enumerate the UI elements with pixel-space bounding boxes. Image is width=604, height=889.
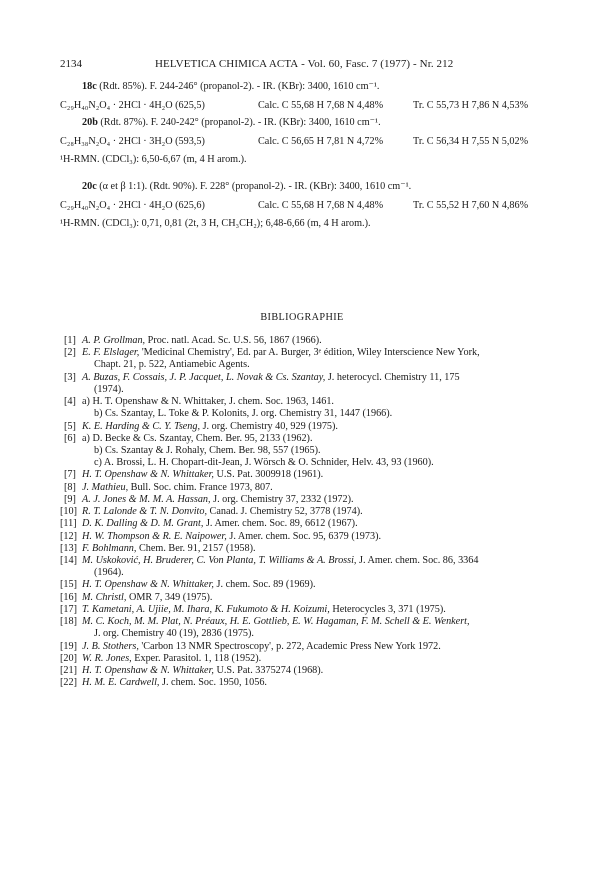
reference-entry <box>82 517 358 530</box>
reference-number: [10] <box>60 506 77 518</box>
reference-entry <box>82 640 441 653</box>
compound-id: 20b <box>82 117 98 128</box>
compound-18c-formula: C₂₉H₄₀N₂O₄ · 2HCl · 4H₂O (625,5) <box>60 100 205 111</box>
reference-source: 'Medicinal Chemistry', Ed. par A. Burger, 3ᵉ édition, Wiley Interscience New York, <box>139 347 480 359</box>
reference-number: [22] <box>60 677 77 689</box>
reference-entry <box>82 578 316 591</box>
reference-authors: K. E. Harding & C. Y. Tseng, <box>82 420 201 432</box>
reference-source: J. org. Chemistry 40, 929 (1975). <box>200 420 338 432</box>
reference-entry <box>82 346 480 359</box>
reference-entry <box>82 481 273 494</box>
reference-authors: H. W. Thompson & R. E. Naipower, <box>82 530 227 542</box>
reference-entry <box>82 591 212 604</box>
reference-source: a) D. Becke & Cs. Szantay, Chem. Ber. 95, 2133 (1962). <box>82 432 313 444</box>
reference-authors: H. T. Openshaw & N. Whittaker, <box>82 664 214 676</box>
reference-authors: A. P. Grollman, <box>82 335 146 346</box>
reference-entry <box>82 420 338 433</box>
reference-entry <box>82 505 363 518</box>
reference-authors: A. J. Jones & M. M. A. Hassan, <box>82 493 211 505</box>
reference-entry <box>82 676 267 689</box>
reference-entry <box>82 468 323 481</box>
reference-authors: W. R. Jones, <box>82 652 132 664</box>
compound-20b-desc: 20b (Rdt. 87%). F. 240-242° (propanol-2). - IR. (KBr): 3400, 1610 cm⁻¹. <box>82 117 381 128</box>
reference-source: Bull. Soc. chim. France 1973, 807. <box>128 481 273 493</box>
reference-source: Heterocycles 3, 371 (1975). <box>329 603 446 615</box>
compound-20c-nmr: ¹H-RMN. (CDCl₃): 0,71, 0,81 (2t, 3 H, CH₃CH₂); 6,48-6,66 (m, 4 H arom.). <box>60 218 371 229</box>
reference-authors: M. C. Koch, M. M. Plat, N. Préaux, H. E. Gottlieb, E. W. Hagaman, F. M. Schell & E. Wenkert, <box>82 616 470 628</box>
journal-title: HELVETICA CHIMICA ACTA <box>155 58 299 70</box>
compound-20b-found: Tr. C 56,34 H 7,55 N 5,02% <box>413 136 529 147</box>
reference-continuation: J. org. Chemistry 40 (19), 2836 (1975). <box>94 628 254 640</box>
reference-continuation: (1964). <box>94 567 124 579</box>
compound-id: 20c <box>82 181 97 192</box>
reference-entry <box>82 493 354 506</box>
reference-entry <box>82 542 256 555</box>
reference-number: [8] <box>64 481 76 493</box>
reference-source: Exper. Parasitol. 1, 118 (1952). <box>131 652 262 664</box>
reference-authors: J. Mathieu, <box>82 481 129 493</box>
reference-continuation: b) Cs. Szantay & J. Rohaly, Chem. Ber. 98, 557 (1965). <box>94 444 321 456</box>
reference-authors: F. Bohlmann, <box>82 542 137 554</box>
reference-number: [9] <box>64 493 76 505</box>
journal-citation <box>155 58 453 70</box>
page-number: 2134 <box>60 58 82 70</box>
reference-entry <box>82 530 381 543</box>
reference-authors: A. Buzas, F. Cossais, J. P. Jacquet, L. Novak & Cs. Szantay, <box>82 371 326 383</box>
reference-authors: M. Uskoković, H. Bruderer, C. Von Planta, T. Williams & A. Brossi, <box>82 554 357 566</box>
reference-number: [20] <box>60 652 77 664</box>
reference-source: J. heterocycl. Chemistry 11, 175 <box>325 371 460 383</box>
reference-source: U.S. Pat. 3375274 (1968). <box>213 664 324 676</box>
reference-entry <box>82 652 261 665</box>
running-header <box>60 58 530 72</box>
reference-entry <box>82 371 460 384</box>
reference-source: OMR 7, 349 (1975). <box>126 591 213 603</box>
compound-20c-found: Tr. C 55,52 H 7,60 N 4,86% <box>413 200 529 211</box>
reference-entry <box>82 334 322 347</box>
reference-number: [7] <box>64 469 76 481</box>
reference-source: J. Amer. chem. Soc. 95, 6379 (1973). <box>226 530 382 542</box>
journal-volume: - Vol. 60, Fasc. 7 (1977) - Nr. 212 <box>298 58 454 70</box>
reference-source: Chem. Ber. 91, 2157 (1958). <box>136 542 256 554</box>
reference-number: [4] <box>64 396 76 408</box>
reference-source: J. Amer. chem. Soc. 89, 6612 (1967). <box>203 518 358 530</box>
reference-number: [16] <box>60 591 77 603</box>
reference-source: Proc. natl. Acad. Sc. U.S. 56, 1867 (1966). <box>145 335 322 346</box>
reference-source: Canad. J. Chemistry 52, 3778 (1974). <box>207 506 363 518</box>
compound-18c-found: Tr. C 55,73 H 7,86 N 4,53% <box>413 100 529 111</box>
reference-source: J. Amer. chem. Soc. 86, 3364 <box>356 554 479 566</box>
compound-18c-calc: Calc. C 55,68 H 7,68 N 4,48% <box>258 100 384 111</box>
reference-number: [3] <box>64 371 76 383</box>
reference-continuation: b) Cs. Szantay, L. Toke & P. Kolonits, J. org. Chemistry 31, 1447 (1966). <box>94 408 393 420</box>
reference-number: [1] <box>64 335 76 346</box>
reference-number: [19] <box>60 640 77 652</box>
reference-number: [15] <box>60 579 77 591</box>
reference-authors: H. T. Openshaw & N. Whittaker, <box>82 579 214 591</box>
reference-number: [14] <box>60 554 77 566</box>
compound-id: 18c <box>82 81 97 92</box>
reference-source: J. chem. Soc. 1950, 1056. <box>159 677 267 689</box>
reference-source: 'Carbon 13 NMR Spectroscopy', p. 272, Academic Press New York 1972. <box>138 640 441 652</box>
reference-source: J. chem. Soc. 89 (1969). <box>213 579 316 591</box>
compound-20c-desc: 20c (α et β 1:1). (Rdt. 90%). F. 228° (propanol-2). - IR. (KBr): 3400, 1610 cm⁻¹. <box>82 181 412 192</box>
reference-number: [11] <box>60 518 77 530</box>
reference-entry <box>82 603 446 616</box>
reference-authors: M. Christl, <box>82 591 127 603</box>
reference-entry <box>82 664 323 677</box>
reference-authors: D. K. Dalling & D. M. Grant, <box>82 518 204 530</box>
reference-continuation: (1974). <box>94 383 124 395</box>
reference-authors: R. T. Lalonde & T. N. Donvito, <box>82 506 207 518</box>
compound-20c-formula: C₂₉H₄₀N₂O₄ · 2HCl · 4H₂O (625,6) <box>60 200 205 211</box>
reference-number: [18] <box>60 616 77 628</box>
reference-number: [12] <box>60 530 77 542</box>
reference-entry <box>82 432 313 445</box>
reference-entry <box>82 395 334 408</box>
reference-source: a) H. T. Openshaw & N. Whittaker, J. chem. Soc. 1963, 1461. <box>82 396 334 408</box>
reference-number: [21] <box>60 664 77 676</box>
compound-20b-formula: C₂₈H₃₈N₂O₄ · 2HCl · 3H₂O (593,5) <box>60 136 205 147</box>
reference-continuation: c) A. Brossi, L. H. Chopart-dit-Jean, J. Wörsch & O. Schnider, Helv. 43, 93 (1960). <box>94 457 434 469</box>
bibliography-heading: BIBLIOGRAPHIE <box>260 312 344 323</box>
reference-number: [2] <box>64 347 76 359</box>
reference-authors: T. Kametani, A. Ujiie, M. Ihara, K. Fukumoto & H. Koizumi, <box>82 603 330 615</box>
reference-number: [6] <box>64 432 76 444</box>
reference-source: U.S. Pat. 3009918 (1961). <box>213 469 324 481</box>
compound-20b-calc: Calc. C 56,65 H 7,81 N 4,72% <box>258 136 384 147</box>
compound-20b-nmr: ¹H-RMN. (CDCl₃): 6,50-6,67 (m, 4 H arom.). <box>60 154 247 165</box>
reference-continuation: Chapt. 21, p. 522, Antiamebic Agents. <box>94 359 250 371</box>
reference-source: J. org. Chemistry 37, 2332 (1972). <box>210 493 354 505</box>
reference-authors: E. F. Elslager, <box>82 347 140 359</box>
reference-number: [13] <box>60 542 77 554</box>
reference-number: [5] <box>64 420 76 432</box>
compound-18c-desc: 18c (Rdt. 85%). F. 244-246° (propanol-2). - IR. (KBr): 3400, 1610 cm⁻¹. <box>82 81 380 92</box>
compound-20c-calc: Calc. C 55,68 H 7,68 N 4,48% <box>258 200 384 211</box>
reference-number: [17] <box>60 603 77 615</box>
reference-entry <box>82 554 478 567</box>
reference-entry <box>82 615 470 628</box>
reference-authors: H. M. E. Cardwell, <box>82 677 160 689</box>
reference-authors: H. T. Openshaw & N. Whittaker, <box>82 469 214 481</box>
reference-authors: J. B. Stothers, <box>82 640 139 652</box>
